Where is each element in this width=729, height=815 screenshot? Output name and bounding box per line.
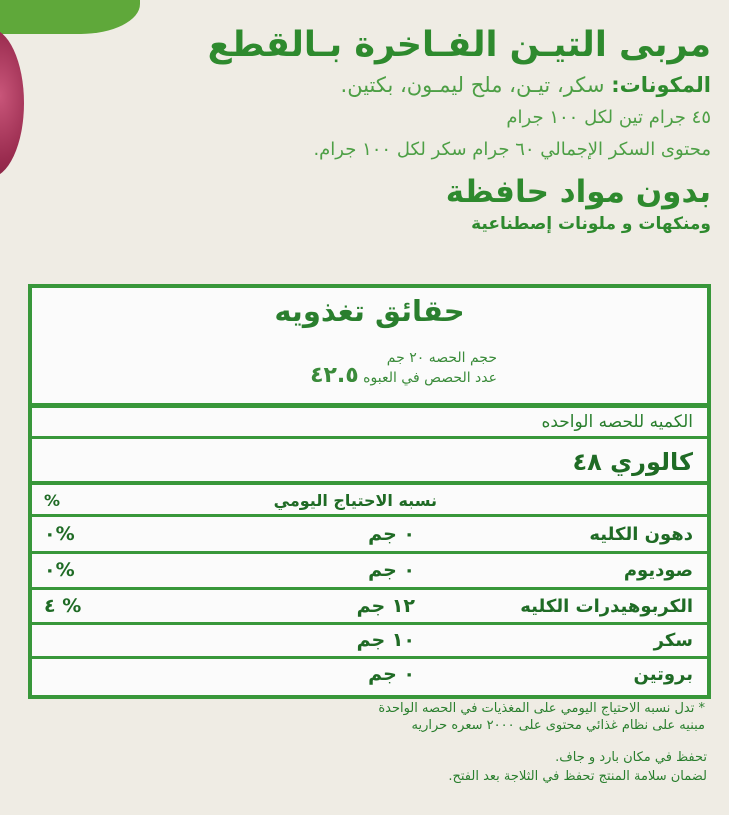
- servings-per-container: [310, 363, 497, 388]
- no-artificial-flavors: ومنكهات و ملونات إصطناعية: [471, 214, 711, 234]
- divider: [32, 551, 707, 554]
- nutrient-dv: ٠%: [44, 523, 75, 545]
- ingredients-label: المكونات:: [611, 73, 711, 97]
- nutrient-row: [32, 660, 707, 690]
- nutrient-name: سكر: [653, 630, 693, 651]
- ingredients-line: [31, 70, 711, 100]
- product-title: مربى التيـن الفـاخرة بـالقطع: [207, 25, 711, 65]
- footnote-line: مبنيه على نظام غذائي محتوى على ٢٠٠٠ سعره حراريه: [411, 718, 705, 733]
- nutrient-name: الكربوهيدرات الكليه: [520, 596, 693, 617]
- servings-value: ٤٢.٥: [310, 363, 359, 388]
- divider: [32, 656, 707, 659]
- nutrient-amount: ٠ جم: [368, 523, 415, 545]
- nutrient-row: [32, 626, 707, 656]
- sugar-content: محتوى السكر الإجمالي ٦٠ جرام سكر لكل ١٠٠ جرام.: [313, 139, 711, 160]
- nutrient-amount: ٠ جم: [368, 663, 415, 685]
- nutrient-row: [32, 592, 707, 622]
- servings-label: عدد الحصص في العبوه: [363, 370, 497, 386]
- divider: [32, 514, 707, 517]
- divider: [32, 587, 707, 590]
- nutrient-amount: ١٢ جم: [356, 595, 415, 617]
- nutrient-dv: ٤ %: [44, 595, 82, 617]
- divider: [32, 622, 707, 625]
- serving-info: [310, 350, 497, 387]
- nutrient-row: [32, 556, 707, 586]
- nutrient-amount: ١٠ جم: [356, 629, 415, 651]
- storage-line: تحفظ في مكان بارد و جاف.: [555, 750, 707, 765]
- ingredients-text: سكر، تيـن، ملح ليمـون، بكتين.: [340, 73, 605, 97]
- divider-thick: [32, 403, 707, 408]
- nutrient-name: بروتين: [633, 664, 693, 685]
- nutrition-facts-panel: [28, 284, 711, 699]
- dv-symbol: %: [44, 491, 61, 510]
- dv-footnote: [195, 700, 705, 734]
- footnote-line: * تدل نسبه الاحتياج اليومي على المغذيات في الحصه الواحدة: [378, 701, 705, 716]
- nutrient-name: صوديوم: [623, 560, 693, 581]
- per-serving-label: الكميه للحصه الواحده: [541, 412, 693, 432]
- divider: [32, 436, 707, 439]
- nutrient-name: دهون الكليه: [589, 524, 693, 545]
- serving-size: حجم الحصه ٢٠ جم: [386, 350, 497, 366]
- storage-line: لضمان سلامة المنتج تحفظ في الثلاجة بعد الفتح.: [448, 769, 707, 784]
- nutrient-dv: ٠%: [44, 559, 75, 581]
- product-header: [31, 22, 711, 236]
- storage-instructions: [448, 748, 707, 786]
- fig-content: ٤٥ جرام تين لكل ١٠٠ جرام: [506, 107, 711, 128]
- nutrient-amount: ٠ جم: [368, 559, 415, 581]
- fig-image: [0, 28, 24, 178]
- no-preservatives: بدون مواد حافظة: [445, 174, 711, 210]
- calories: كالوري ٤٨: [572, 448, 693, 476]
- dv-header: نسبه الاحتياج اليومي: [273, 491, 437, 510]
- nutrient-row: [32, 520, 707, 550]
- dv-header-row: [32, 485, 707, 515]
- facts-title: حقائق تغذويه: [274, 294, 465, 328]
